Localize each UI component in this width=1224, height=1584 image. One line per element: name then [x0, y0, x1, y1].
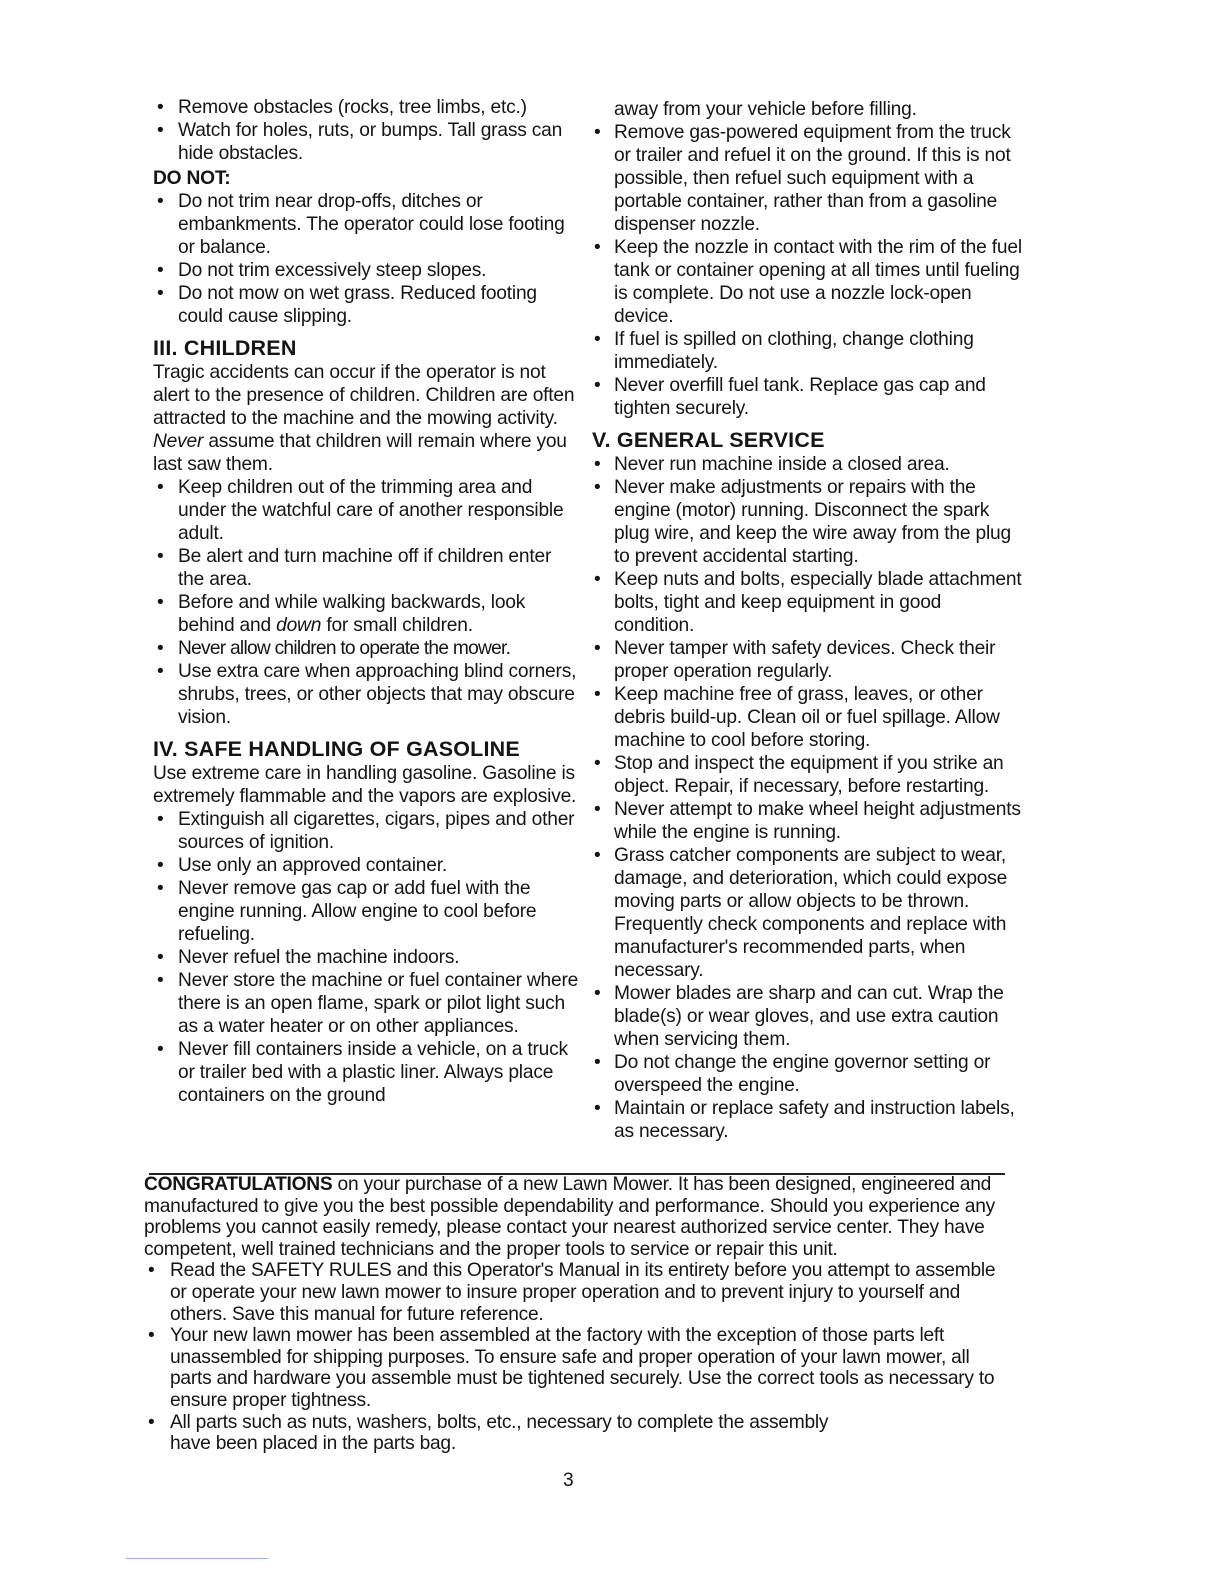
list-item: • Remove obstacles (rocks, tree limbs, etc.)	[153, 96, 581, 119]
page-edge-mark	[126, 1558, 268, 1559]
list-item: • Before and while walking backwards, look behind and down for small children.	[153, 591, 581, 637]
list-item: • Do not trim near drop-offs, ditches or embankments. The operator could lose footing or balance.	[153, 190, 581, 259]
list-item: • Keep children out of the trimming area and under the watchful care of another responsible adult.	[153, 476, 581, 545]
list-item: • Be alert and turn machine off if children enter the area.	[153, 545, 581, 591]
list-item: • Never store the machine or fuel container where there is an open flame, spark or pilot light such as a water heater or on other appliances.	[153, 969, 581, 1038]
list-item: • Keep machine free of grass, leaves, or other debris build-up. Clean oil or fuel spillage. Allow machine to cool before storing.	[592, 683, 1024, 752]
list-item: • Your new lawn mower has been assembled at the factory with the exception of those parts left unassembled for shipping purposes. To ensure safe and proper operation of your lawn mower, all parts and hardware you assemble must be tightened securely. Use the correct tools as necessary to ensure proper tightness.	[144, 1325, 1006, 1411]
do-not-label: DO NOT:	[153, 168, 231, 189]
list-item: • Grass catcher components are subject to wear, damage, and deterioration, which could expose moving parts or allow objects to be thrown. Frequently check components and replace with manufacturer's recommended parts, when necessary.	[592, 844, 1024, 982]
list-item: • If fuel is spilled on clothing, change clothing immediately.	[592, 328, 1024, 374]
section-heading-gasoline: IV. SAFE HANDLING OF GASOLINE	[153, 737, 520, 761]
list-item: • Do not mow on wet grass. Reduced footing could cause slipping.	[153, 282, 581, 328]
list-item: • Use extra care when approaching blind corners, shrubs, trees, or other objects that may obscure vision.	[153, 660, 581, 729]
gasoline-intro: Use extreme care in handling gasoline. Gasoline is extremely flammable and the vapors are explosive.	[153, 763, 577, 807]
list-item: • Never attempt to make wheel height adjustments while the engine is running.	[592, 798, 1024, 844]
list-item: • Stop and inspect the equipment if you strike an object. Repair, if necessary, before restarting.	[592, 752, 1024, 798]
list-item: • Never allow children to operate the mower.	[153, 637, 581, 660]
page-number: 3	[563, 1470, 574, 1491]
list-item: • Never fill containers inside a vehicle, on a truck or trailer bed with a plastic liner. Always place containers on the ground	[153, 1038, 581, 1107]
list-item: • All parts such as nuts, washers, bolts, etc., necessary to complete the assembly have been placed in the parts bag.	[144, 1412, 1006, 1455]
list-item: • Keep nuts and bolts, especially blade attachment bolts, tight and keep equipment in good condition.	[592, 568, 1024, 637]
list-item: • Never remove gas cap or add fuel with the engine running. Allow engine to cool before refueling.	[153, 877, 581, 946]
congratulations-section	[144, 1174, 1006, 1455]
list-item: • Mower blades are sharp and can cut. Wrap the blade(s) or wear gloves, and use extra caution when servicing them.	[592, 982, 1024, 1051]
list-item: • Extinguish all cigarettes, cigars, pipes and other sources of ignition.	[153, 808, 581, 854]
children-intro: Tragic accidents can occur if the operator is not alert to the presence of children. Children are often attracted to the machine and the mowing activity. Never assume that children will remain where you last saw them.	[153, 362, 575, 475]
list-item: • Never make adjustments or repairs with the engine (motor) running. Disconnect the spark plug wire, and keep the wire away from the plug to prevent accidental starting.	[592, 476, 1024, 568]
congratulations-paragraph: CONGRATULATIONS on your purchase of a new Lawn Mower. It has been designed, engineered and manufactured to give you the best possible dependability and performance. Should you experience any problems you cannot easily remedy, please contact your nearest authorized service center. They have competent, well trained technicians and the proper tools to service or repair this unit.	[144, 1174, 995, 1260]
list-item: • Never tamper with safety devices. Check their proper operation regularly.	[592, 637, 1024, 683]
list-item: • Watch for holes, ruts, or bumps. Tall grass can hide obstacles.	[153, 119, 581, 165]
section-heading-children: III. CHILDREN	[153, 336, 297, 360]
list-item: • Do not change the engine governor setting or overspeed the engine.	[592, 1051, 1024, 1097]
list-item: • Keep the nozzle in contact with the rim of the fuel tank or container opening at all times until fueling is complete. Do not use a nozzle lock-open device.	[592, 236, 1024, 328]
list-item: • Never refuel the machine indoors.	[153, 946, 581, 969]
left-column	[153, 96, 581, 1107]
emphasis-down: down	[276, 615, 322, 636]
list-item: • Never overfill fuel tank. Replace gas cap and tighten securely.	[592, 374, 1024, 420]
emphasis-never: Never	[153, 431, 204, 452]
list-item: • Read the SAFETY RULES and this Operator's Manual in its entirety before you attempt to assemble or operate your new lawn mower to insure proper operation and to prevent injury to yourself and others. Save this manual for future reference.	[144, 1260, 1006, 1325]
list-item: • Never run machine inside a closed area.	[592, 453, 1024, 476]
list-item: • Maintain or replace safety and instruction labels, as necessary.	[592, 1097, 1024, 1143]
list-item: • Remove gas-powered equipment from the truck or trailer and refuel it on the ground. If this is not possible, then refuel such equipment with a portable container, rather than from a gasoline dispenser nozzle.	[592, 121, 1024, 236]
section-heading-general-service: V. GENERAL SERVICE	[592, 428, 825, 452]
continuation-text: away from your vehicle before filling.	[614, 99, 917, 120]
right-column	[592, 98, 1024, 1143]
congratulations-label: CONGRATULATIONS	[144, 1174, 333, 1195]
list-item: • Do not trim excessively steep slopes.	[153, 259, 581, 282]
list-item: • Use only an approved container.	[153, 854, 581, 877]
